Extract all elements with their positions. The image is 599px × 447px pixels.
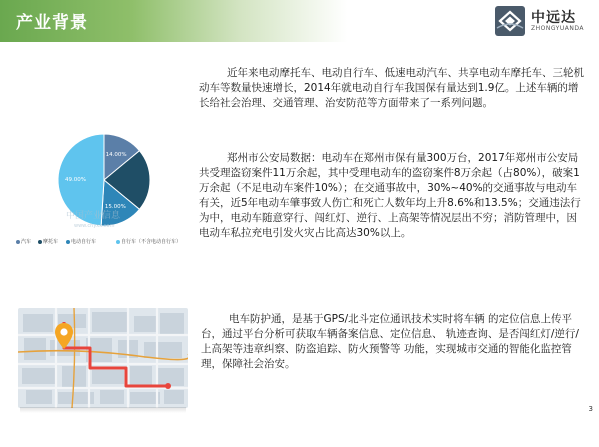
company-logo [495,6,591,36]
pie-data-label: 14.00% [105,152,127,159]
page-number: 3 [588,405,593,413]
legend-item [66,238,96,245]
pie-chart [16,110,196,250]
legend-swatch [66,240,70,244]
location-pin-icon [54,322,74,350]
header-bar [0,0,599,42]
legend-label: 电动自行车 [71,239,97,245]
map-graphic [18,308,188,408]
legend-label: 汽车 [21,239,32,245]
paragraph-zhengzhou-data: 郑州市公安局数据：电动车在郑州市保有量300万台，2017年郑州市公安局共受理盗窃案件11万余起，其中受理电动车的盗窃案件8万余起（占80%），破案1万余起（不足电动车案件10%）；在交通事故中，30%~40%的交通事故与电动车有关，近5年电动车肇事致人伤亡和死亡人数年均上升8.6%和13.5%；交通违法行为中，电动车随意穿行、闯红灯、逆行、上高架等情况层出不穷；消防管理中，因电动车私拉充电引发火灾占比高达30%以上。 [199,152,581,239]
paragraph-product-intro: 电车防护通，是基于GPS/北斗定位通讯技术实时将车辆 的定位信息上传平台，通过平台分析可获取车辆备案信息、定位信息、 轨迹查询、是否闯红灯/逆行/上高架等违章纠察、防盗追踪、防火预警等 功能，实现城市交通的智能化监控管理，保障社会治安。 [201,313,579,370]
legend-item [38,238,58,245]
legend-item [16,238,31,245]
legend-label: 摩托车 [43,239,59,245]
pie-data-label: 49.00% [65,177,86,184]
chart-legend [16,238,202,250]
logo-subtitle: ZHONGYUANDA [531,25,584,32]
logo-icon [495,6,525,36]
pie-data-label: 15.00% [104,204,126,211]
legend-swatch [38,240,42,244]
legend-item [116,238,181,245]
page-title: 产业背景 [16,13,88,33]
map-shadow [20,407,186,413]
chart-watermark: 中国产业信息 [66,211,121,221]
legend-swatch [16,240,20,244]
logo-name: 中远达 [531,10,576,26]
chart-watermark-url: www.chyxx.com [74,223,115,229]
paragraph-growth: 近年来电动摩托车、电动自行车、低速电动汽车、共享电动车摩托车、三轮机动车等数量快速增长，2014年就电动自行车我国保有量达到1.9亿。上述车辆的增长给社会治理、交通管理、治安防范等方面带来了一系列问题。 [199,67,584,109]
legend-swatch [116,240,120,244]
legend-label: 自行车（不含电动自行车） [121,239,182,245]
route-map-image [18,308,188,408]
